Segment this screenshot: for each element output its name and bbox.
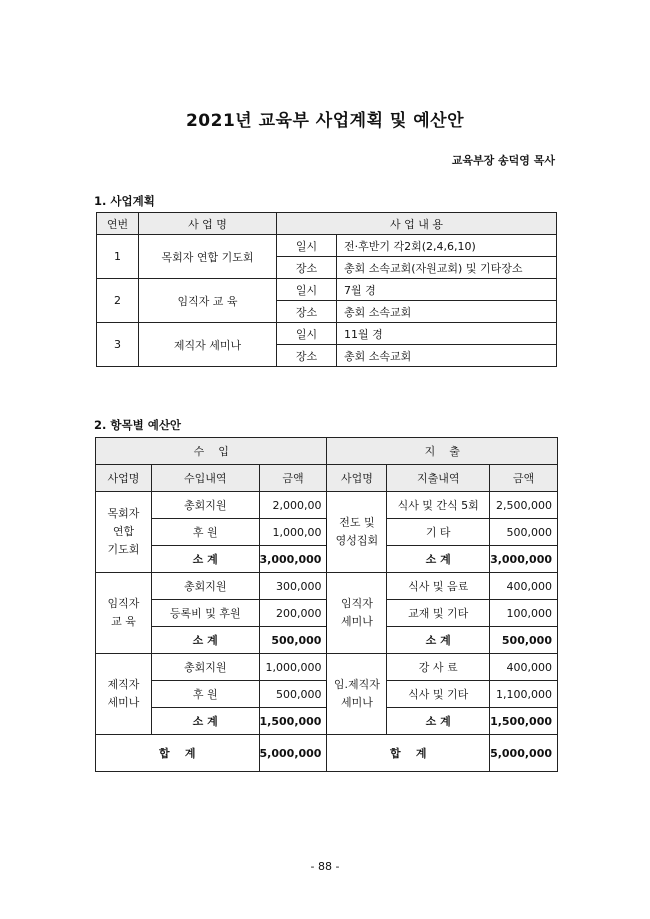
row-key: 장소 (277, 345, 337, 367)
table-row (96, 519, 558, 546)
expense-biz-name: 임.제직자 세미나 (327, 654, 387, 735)
expense-item: 식사 및 음료 (387, 573, 490, 600)
table-row (97, 323, 557, 345)
row-no: 1 (97, 235, 139, 279)
row-name: 제직자 세미나 (139, 323, 277, 367)
income-biz-name: 임직자 교 육 (96, 573, 152, 654)
expense-subtotal-label: 소 계 (387, 708, 490, 735)
row-value: 7월 경 (337, 279, 557, 301)
total-row (96, 735, 558, 772)
expense-biz-name: 전도 및 영성집회 (327, 492, 387, 573)
section-heading-budget: 2. 항목별 예산안 (94, 418, 182, 432)
income-item: 총회지원 (151, 573, 259, 600)
table-header-row (97, 213, 557, 235)
row-key: 장소 (277, 301, 337, 323)
column-header-row (96, 465, 558, 492)
expense-header: 지 출 (327, 438, 558, 465)
header-income-biz: 사업명 (96, 465, 152, 492)
author-line: 교육부장 송덕영 목사 (451, 154, 555, 167)
header-name: 사 업 명 (139, 213, 277, 235)
expense-item: 식사 및 간식 5회 (387, 492, 490, 519)
expense-subtotal-label: 소 계 (387, 546, 490, 573)
row-name: 임직자 교 육 (139, 279, 277, 323)
income-item: 후 원 (151, 681, 259, 708)
header-expense-amount: 금액 (490, 465, 558, 492)
row-no: 2 (97, 279, 139, 323)
expense-subtotal-amount: 1,500,000 (490, 708, 558, 735)
header-expense-item: 지출내역 (387, 465, 490, 492)
expense-amount: 2,500,000 (490, 492, 558, 519)
row-value: 전·후반기 각2회(2,4,6,10) (337, 235, 557, 257)
row-value: 11월 경 (337, 323, 557, 345)
table-row (96, 654, 558, 681)
income-item: 총회지원 (151, 654, 259, 681)
income-item: 등록비 및 후원 (151, 600, 259, 627)
income-item: 후 원 (151, 519, 259, 546)
row-name: 목회자 연합 기도회 (139, 235, 277, 279)
table-row (96, 492, 558, 519)
income-amount: 2,000,00 (259, 492, 327, 519)
expense-subtotal-label: 소 계 (387, 627, 490, 654)
expense-amount: 400,000 (490, 573, 558, 600)
row-value: 총회 소속교회 (337, 345, 557, 367)
income-amount: 1,000,00 (259, 519, 327, 546)
subtotal-row (96, 546, 558, 573)
income-subtotal-amount: 1,500,000 (259, 708, 327, 735)
expense-biz-name: 임직자 세미나 (327, 573, 387, 654)
row-key: 일시 (277, 323, 337, 345)
expense-item: 강 사 료 (387, 654, 490, 681)
expense-amount: 100,000 (490, 600, 558, 627)
income-subtotal-amount: 3,000,000 (259, 546, 327, 573)
header-expense-biz: 사업명 (327, 465, 387, 492)
income-amount: 300,000 (259, 573, 327, 600)
table-row (96, 681, 558, 708)
expense-amount: 400,000 (490, 654, 558, 681)
expense-item: 교재 및 기타 (387, 600, 490, 627)
section-heading-plan: 1. 사업계획 (94, 194, 155, 208)
income-expense-header-row (96, 438, 558, 465)
table-row (96, 600, 558, 627)
income-amount: 500,000 (259, 681, 327, 708)
subtotal-row (96, 627, 558, 654)
table-row (97, 279, 557, 301)
income-amount: 200,000 (259, 600, 327, 627)
expense-subtotal-amount: 500,000 (490, 627, 558, 654)
table-row (96, 573, 558, 600)
header-content: 사 업 내 용 (277, 213, 557, 235)
budget-table (95, 437, 558, 772)
income-biz-name: 제직자 세미나 (96, 654, 152, 735)
header-no: 연번 (97, 213, 139, 235)
header-income-item: 수입내역 (151, 465, 259, 492)
expense-amount: 500,000 (490, 519, 558, 546)
income-subtotal-amount: 500,000 (259, 627, 327, 654)
expense-total-label: 합 계 (327, 735, 490, 772)
row-key: 일시 (277, 279, 337, 301)
table-row (97, 235, 557, 257)
income-item: 총회지원 (151, 492, 259, 519)
row-key: 일시 (277, 235, 337, 257)
expense-item: 기 타 (387, 519, 490, 546)
income-header: 수 입 (96, 438, 327, 465)
row-value: 총회 소속교회(자원교회) 및 기타장소 (337, 257, 557, 279)
expense-total-amount: 5,000,000 (490, 735, 558, 772)
plan-table (96, 212, 557, 367)
expense-subtotal-amount: 3,000,000 (490, 546, 558, 573)
expense-amount: 1,100,000 (490, 681, 558, 708)
row-key: 장소 (277, 257, 337, 279)
income-subtotal-label: 소 계 (151, 708, 259, 735)
income-amount: 1,000,000 (259, 654, 327, 681)
row-value: 총회 소속교회 (337, 301, 557, 323)
page-number: - 88 - (310, 860, 340, 873)
income-total-amount: 5,000,000 (259, 735, 327, 772)
subtotal-row (96, 708, 558, 735)
row-no: 3 (97, 323, 139, 367)
income-subtotal-label: 소 계 (151, 627, 259, 654)
income-total-label: 합 계 (96, 735, 260, 772)
expense-item: 식사 및 기타 (387, 681, 490, 708)
header-income-amount: 금액 (259, 465, 327, 492)
income-subtotal-label: 소 계 (151, 546, 259, 573)
document-title: 2021년 교육부 사업계획 및 예산안 (185, 111, 465, 131)
income-biz-name: 목회자 연합 기도회 (96, 492, 152, 573)
